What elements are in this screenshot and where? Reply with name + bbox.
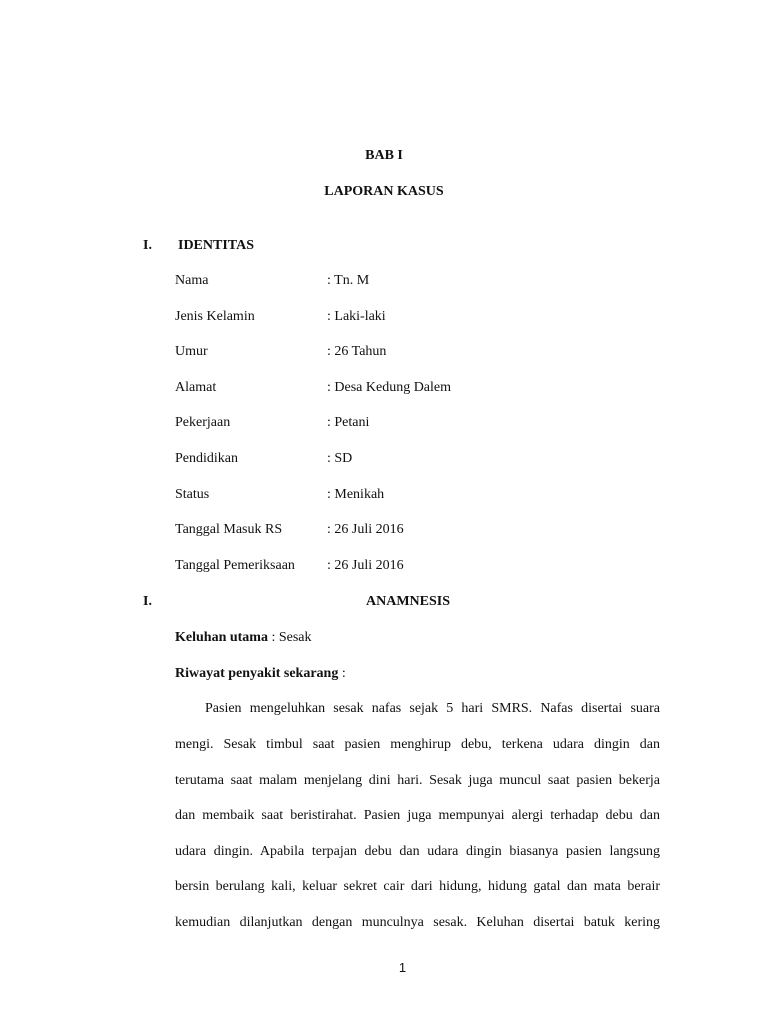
identity-row-jenis-kelamin (175, 307, 675, 327)
identity-label: Pekerjaan (175, 415, 231, 430)
identity-value: : Laki-laki (327, 309, 386, 324)
section-title-anamnesis: ANAMNESIS (365, 594, 450, 609)
section-number-anamnesis: I. (143, 594, 152, 609)
keluhan-utama-line (175, 628, 312, 648)
keluhan-utama-label: Keluhan utama (175, 630, 268, 645)
identity-row-status (175, 485, 675, 505)
riwayat-penyakit-label: Riwayat penyakit sekarang (175, 666, 339, 681)
identity-value: : Menikah (327, 487, 385, 502)
narrative-line: udara dingin. Apabila terpajan debu dan udara dingin biasanya pasien langsung (175, 844, 660, 859)
identity-row-tanggal-masuk (175, 520, 675, 540)
identity-row-alamat (175, 378, 675, 398)
identity-label: Pendidikan (175, 451, 238, 466)
identity-label: Jenis Kelamin (175, 309, 255, 324)
section-title-identitas: IDENTITAS (178, 238, 254, 253)
identity-value: : Tn. M (327, 273, 370, 288)
identity-value: : 26 Juli 2016 (327, 558, 404, 573)
identity-row-pekerjaan (175, 413, 675, 433)
identity-value: : 26 Tahun (327, 344, 387, 359)
identity-row-tanggal-pemeriksaan (175, 556, 675, 576)
keluhan-utama-value: : Sesak (267, 630, 312, 645)
report-title: LAPORAN KASUS (324, 184, 444, 199)
identity-value: : Petani (327, 415, 370, 430)
identity-row-pendidikan (175, 449, 675, 469)
narrative-line: dan membaik saat beristirahat. Pasien juga mempunyai alergi terhadap debu dan (175, 808, 660, 823)
identity-value: : Desa Kedung Dalem (327, 380, 452, 395)
narrative-line: mengi. Sesak timbul saat pasien menghirup debu, terkena udara dingin dan (175, 737, 660, 752)
narrative-line: kemudian dilanjutkan dengan munculnya sesak. Keluhan disertai batuk kering (175, 915, 660, 930)
narrative-line: terutama saat malam menjelang dini hari. Sesak juga muncul saat pasien bekerja (175, 773, 660, 788)
identity-value: : SD (327, 451, 353, 466)
identity-label: Nama (175, 273, 209, 288)
riwayat-penyakit-colon: : (338, 666, 346, 681)
identity-label: Status (175, 487, 210, 502)
identity-label: Tanggal Masuk RS (175, 522, 283, 537)
section-number-identitas: I. (143, 238, 152, 253)
identity-row-umur (175, 342, 675, 362)
riwayat-penyakit-line (175, 664, 346, 684)
identity-label: Alamat (175, 380, 217, 395)
identity-row-nama (175, 271, 675, 291)
identity-label: Tanggal Pemeriksaan (175, 558, 295, 573)
identity-label: Umur (175, 344, 208, 359)
narrative-line: bersin berulang kali, keluar sekret cair dari hidung, hidung gatal dan mata berair (175, 879, 660, 894)
page-number: 1 (398, 960, 407, 975)
identity-value: : 26 Juli 2016 (327, 522, 404, 537)
chapter-heading: BAB I (365, 148, 403, 163)
narrative-line: Pasien mengeluhkan sesak nafas sejak 5 hari SMRS. Nafas disertai suara (205, 701, 660, 716)
